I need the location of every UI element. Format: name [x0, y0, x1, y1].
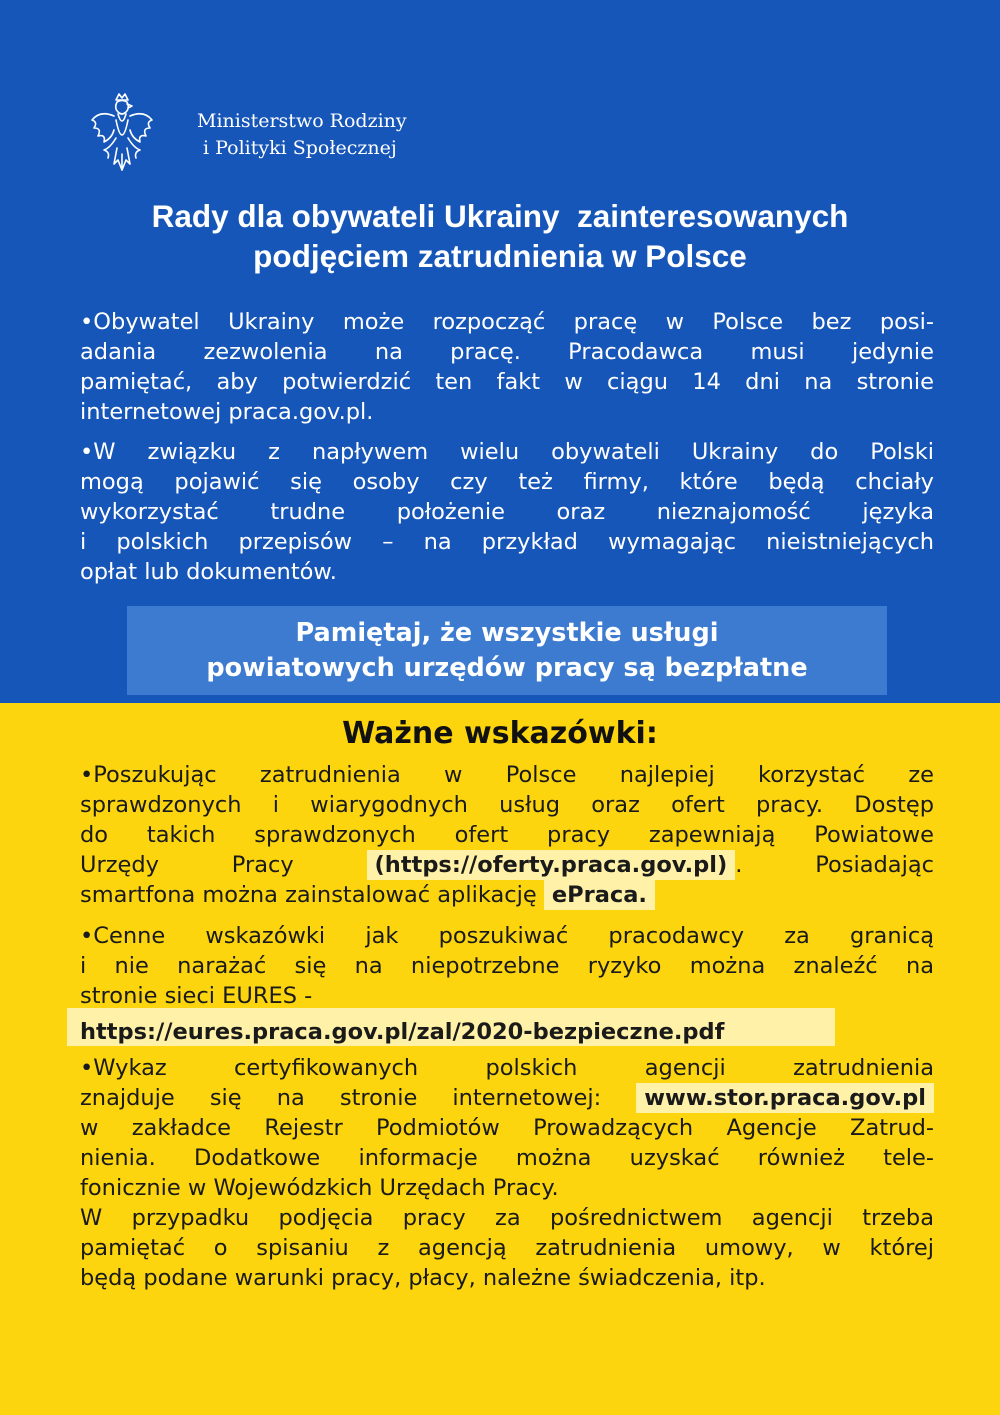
- text-line: •Poszukując zatrudnienia w Polsce najlepiej korzystać ze: [80, 762, 934, 788]
- text-segment: smartfona można zainstalować aplikację: [80, 882, 544, 908]
- text-line: mogą pojawić się osoby czy też firmy, które będą chciały: [80, 469, 934, 495]
- text-line: nienia. Dodatkowe informacje można uzyskać również tele-: [80, 1145, 934, 1171]
- text-line: fonicznie w Wojewódzkich Urzędach Pracy.: [80, 1175, 559, 1201]
- text-line: sprawdzonych i wiarygodnych usług oraz ofert pracy. Dostęp: [80, 792, 934, 818]
- polish-eagle-emblem-icon: [86, 90, 158, 176]
- text-segment: . Posiadając: [735, 852, 935, 878]
- text-line: w zakładce Rejestr Podmiotów Prowadzących Agencje Zatrud-: [80, 1115, 934, 1141]
- free-services-notice: [127, 606, 887, 695]
- page-title-line2: podjęciem zatrudnienia w Polsce: [253, 238, 747, 274]
- text-line: wykorzystać trudne położenie oraz nieznajomość języka: [80, 499, 934, 525]
- ministry-name: [197, 108, 407, 162]
- text-line: będą podane warunki pracy, płacy, należne świadczenia, itp.: [80, 1265, 766, 1291]
- epraca-app-name: ePraca.: [544, 880, 655, 910]
- text-line: pamiętać o spisaniu z agencją zatrudnienia umowy, w której: [80, 1235, 934, 1261]
- notice-line2: powiatowych urzędów pracy są bezpłatne: [206, 653, 808, 683]
- blue-section: [0, 0, 1000, 703]
- page-title: [40, 196, 960, 276]
- text-line: opłat lub dokumentów.: [80, 559, 337, 585]
- tips-heading: Ważne wskazówki:: [342, 716, 658, 751]
- ministry-name-line2: i Polityki Społecznej: [203, 137, 397, 159]
- text-line: internetowej praca.gov.pl.: [80, 399, 374, 425]
- text-line: [80, 850, 934, 880]
- stor-praca-link[interactable]: www.stor.praca.gov.pl: [636, 1083, 934, 1113]
- text-line: pamiętać, aby potwierdzić ten fakt w ciągu 14 dni na stronie: [80, 369, 934, 395]
- ministry-name-line1: Ministerstwo Rodziny: [197, 110, 407, 132]
- notice-line1: Pamiętaj, że wszystkie usługi: [295, 618, 719, 648]
- tip-1: [80, 760, 934, 910]
- text-line: •Cenne wskazówki jak poszukiwać pracodawcy za granicą: [80, 923, 934, 949]
- tip-3: [80, 1053, 934, 1293]
- text-line: W przypadku podjęcia pracy za pośrednictwem agencji trzeba: [80, 1205, 934, 1231]
- page-title-line1: Rady dla obywateli Ukrainy zainteresowanych: [151, 198, 849, 234]
- text-segment: Urzędy Pracy: [80, 852, 294, 878]
- yellow-section: [0, 703, 1000, 1415]
- intro-paragraph-1: [80, 307, 934, 427]
- tip-2: [80, 921, 934, 1047]
- text-line: i polskich przepisów – na przykład wymagając nieistniejących: [80, 529, 934, 555]
- text-line: i nie narażać się na niepotrzebne ryzyko można znaleźć na: [80, 953, 934, 979]
- eures-link[interactable]: https://eures.praca.gov.pl/zal/2020-bezpieczne.pdf: [80, 1019, 725, 1045]
- text-segment: znajduje się na stronie internetowej:: [80, 1085, 637, 1111]
- text-line: do takich sprawdzonych ofert pracy zapewniają Powiatowe: [80, 822, 934, 848]
- text-line: •Wykaz certyfikowanych polskich agencji zatrudnienia: [80, 1055, 934, 1081]
- intro-paragraph-2: [80, 437, 934, 587]
- oferty-praca-link[interactable]: (https://oferty.praca.gov.pl): [367, 850, 736, 880]
- text-line: stronie sieci EURES -: [80, 983, 313, 1009]
- text-line: [80, 880, 934, 910]
- text-line: [80, 1083, 934, 1113]
- text-line: •Obywatel Ukrainy może rozpocząć pracę w Polsce bez posi-: [80, 309, 934, 335]
- text-line: adania zezwolenia na pracę. Pracodawca musi jedynie: [80, 339, 934, 365]
- text-line: •W związku z napływem wielu obywateli Ukrainy do Polski: [80, 439, 934, 465]
